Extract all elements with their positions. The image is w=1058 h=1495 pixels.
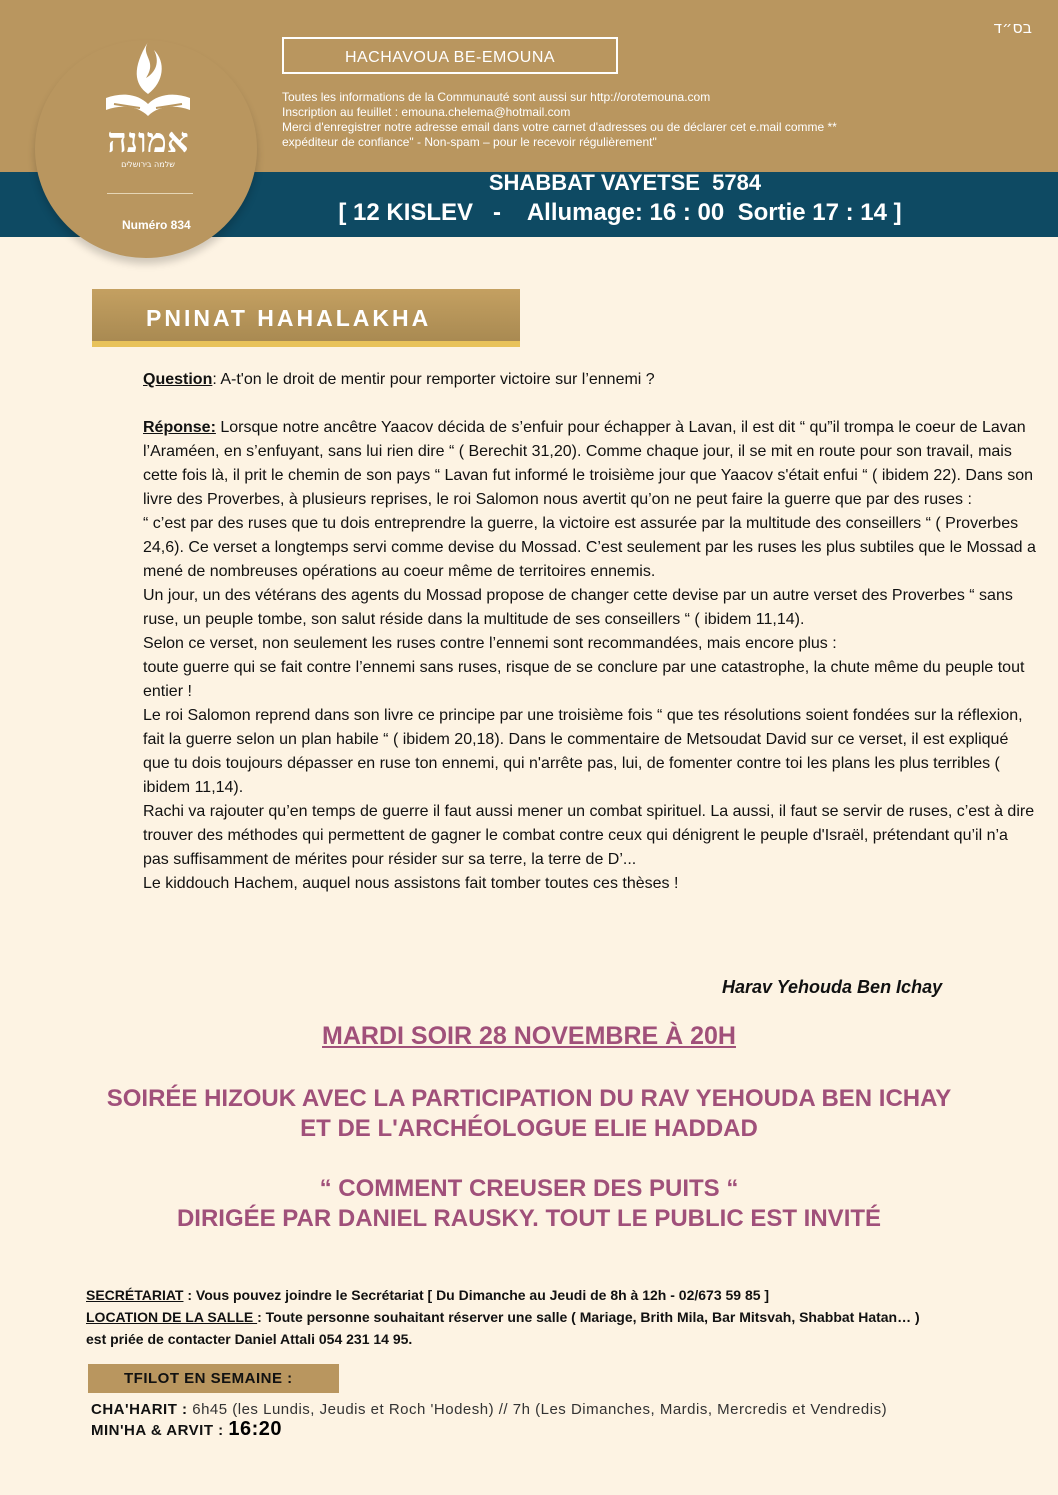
event-line: “ COMMENT CREUSER DES PUITS “ — [319, 1175, 739, 1202]
newsletter-title: HACHAVOUA BE-EMOUNA — [282, 37, 618, 74]
paragraph: Un jour, un des vétérans des agents du Mossad propose de changer cette devise par un autre verset des Proverbes “ sans ruse, un peuple tombe, son salut réside dans la multitude de ses conseillers “ ( ibidem 11,14). — [143, 587, 1013, 628]
paragraph: Rachi va rajouter qu’en temps de guerre il faut aussi mener un combat spirituel. La aussi, il faut se servir de ruses, c’est à dire trouver des méthodes qui permettent de gagner le combat contre ceux qui dénigrent le peuple d'Israël, prétendant qu’il n’a pas suffisamment de mérites pour résider sur sa terre, la terre de D’... — [143, 803, 1035, 868]
event-topic — [0, 1174, 1058, 1234]
answer-text: Lorsque notre ancêtre Yaacov décida de s’enfuir pour échapper à Lavan, il est dit “ qu”il trompa le coeur de Lavan l’Araméen, en s’enfuyant, sans lui rien dire “ ( Berechit 31,20). Comme chaque jour, il se mit en route pour son travail, mais cette fois là, il prit le chemin de son pays “ Lavan fut informé le troisième jour que Yaacov s'était enfui “ ( ibidem 22). Dans son livre des Proverbes, à plusieurs reprises, le roi Salomon nous avertit qu’on ne peut faire la guerre que par des ruses : — [143, 419, 1034, 508]
paragraph: Le roi Salomon reprend dans son livre ce principe par une troisième fois “ que tes résolutions soient fondées sur la réflexion, fait la guerre selon un plan habile “ ( ibidem 20,18). Dans le commentaire de Metsoudat David sur ce verset, il est expliqué que tu dois toujours dépasser en ruse ton ennemi, qui n'arrête pas, lui, de fomenter contre toi les plans les plus terribles ( ibidem 11,14). — [143, 707, 1023, 796]
section-title: PNINAT HAHALAKHA — [146, 305, 432, 331]
event-date: MARDI SOIR 28 NOVEMBRE À 20H — [322, 1022, 736, 1050]
answer — [143, 416, 1038, 512]
event-line: DIRIGÉE PAR DANIEL RAUSKY. TOUT LE PUBLIC EST INVITÉ — [176, 1205, 882, 1232]
contact-info — [86, 1284, 1046, 1350]
event-line: SOIRÉE HIZOUK AVEC LA PARTICIPATION DU RAV YEHOUDA BEN ICHAY — [106, 1085, 952, 1112]
shabbat-times: [ 12 KISLEV - Allumage: 16 : 00 Sortie 17 : 14 ] — [338, 199, 902, 226]
location-text: : Toute personne souhaitant réserver une salle ( Mariage, Brith Mila, Bar Mitsvah, Shabbat Hatan… ) — [257, 1309, 920, 1325]
question — [143, 368, 1038, 392]
shaharit-times: 6h45 (les Lundis, Jeudis et Roch 'Hodesh) // 7h (Les Dimanches, Mardis, Mercredis et Vendredis) — [187, 1401, 888, 1418]
answer-label: Réponse: — [143, 419, 216, 436]
secretariat-label: SECRÉTARIAT — [86, 1287, 184, 1303]
section-banner — [92, 289, 520, 347]
minha-time: 16:20 — [228, 1418, 283, 1440]
article-body — [143, 368, 1038, 896]
question-label: Question — [143, 371, 213, 388]
info-email-note: Merci d'enregistrer notre adresse email dans votre carnet d'adresses ou de déclarer cet e.mail comme ** — [282, 120, 837, 134]
location-line — [86, 1306, 1046, 1328]
event-line: ET DE L'ARCHÉOLOGUE ELIE HADDAD — [300, 1115, 758, 1142]
shaharit-line — [91, 1401, 887, 1418]
secretariat-line — [86, 1284, 1046, 1306]
paragraph: Le kiddouch Hachem, auquel nous assistons fait tomber toutes ces thèses ! — [143, 875, 679, 892]
paragraph: toute guerre qui se fait contre l’ennemi sans ruses, risque de se conclure par une catastrophe, la chute même du peuple tout entier ! — [143, 659, 1025, 700]
paragraph: Selon ce verset, non seulement les ruses contre l’ennemi sont recommandées, mais encore plus : — [143, 635, 837, 652]
shaharit-label: CHA'HARIT : — [91, 1401, 188, 1418]
tfilot-banner — [88, 1364, 339, 1393]
location-label: LOCATION DE LA SALLE — [86, 1309, 258, 1325]
minha-label: MIN'HA & ARVIT : — [91, 1422, 224, 1439]
community-info — [282, 90, 942, 150]
tfilot-title: TFILOT EN SEMAINE : — [124, 1370, 293, 1387]
shabbat-title: SHABBAT VAYETSE 5784 — [488, 170, 762, 195]
author-signature: Harav Yehouda Ben Ichay — [722, 977, 943, 997]
issue-number: Numéro 834 — [122, 218, 191, 232]
info-website: Toutes les informations de la Communauté sont aussi sur http://orotemouna.com — [282, 90, 711, 104]
info-subscription: Inscription au feuillet : emouna.chelema@hotmail.com — [282, 105, 571, 119]
paragraph: “ c’est par des ruses que tu dois entreprendre la guerre, la victoire est assurée par la multitude des conseillers “ ( Proverbes 24,6). Ce verset a longtemps servi comme devise du Mossad. C’est seulement par les ruses les plus subtiles que le Mossad a mené de nombreuses opérations au coeur même de territoires ennemis. — [143, 515, 1036, 580]
question-text: : A-t'on le droit de mentir pour remporter victoire sur l’ennemi ? — [212, 371, 655, 388]
logo-tagline: שלמה בירושלים — [121, 160, 175, 169]
bsd-mark: בס״ד — [993, 18, 1032, 37]
logo-wordmark: אמונה — [107, 121, 189, 161]
secretariat-text: : Vous pouvez joindre le Secrétariat [ Du Dimanche au Jeudi de 8h à 12h - 02/673 59 85 ] — [183, 1287, 770, 1303]
location-contact: est priée de contacter Daniel Attali 054 231 14 95. — [86, 1331, 413, 1347]
logo-divider — [107, 193, 193, 194]
minha-line — [91, 1418, 282, 1441]
info-email-note-2: expéditeur de confiance" - Non-spam – pour le recevoir régulièrement" — [282, 135, 657, 149]
event-description — [0, 1084, 1058, 1144]
spacer — [143, 392, 1038, 416]
